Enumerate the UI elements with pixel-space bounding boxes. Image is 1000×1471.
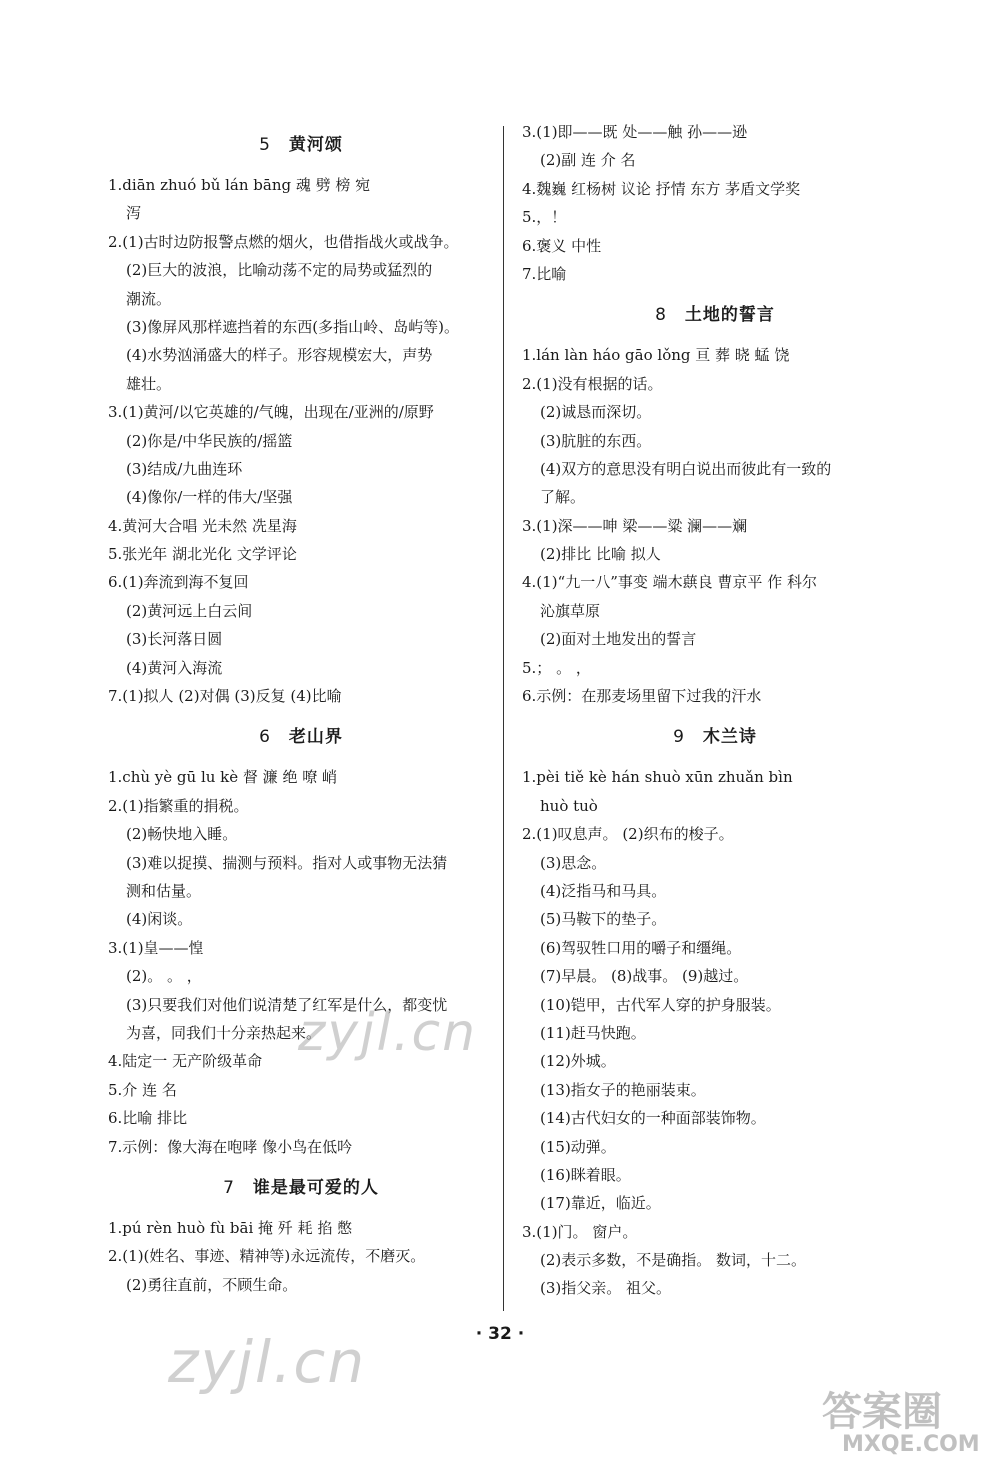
answer-line: huò tuò	[540, 796, 598, 815]
answer-line: 6.比喻 排比	[108, 1109, 188, 1128]
answer-line: 7.(1)拟人 (2)对偶 (3)反复 (4)比喻	[108, 687, 342, 706]
answer-line: (4)闲谈。	[126, 910, 193, 929]
answer-line: 3.(1)深——呻 梁——粱 澜——斓	[522, 516, 748, 535]
answer-line: (4)双方的意思没有明白说出而彼此有一致的	[540, 459, 832, 478]
answer-line: 1.pèi tiě kè hán shuò xūn zhuǎn bìn	[522, 768, 793, 787]
answer-line: (4)像你/一样的伟大/坚强	[126, 488, 293, 507]
answer-line: (13)指女子的艳丽装束。	[540, 1080, 706, 1099]
watermark-bottom: zyjl.cn	[168, 1328, 367, 1396]
answer-line: 4.黄河大合唱 光未然 冼星海	[108, 516, 297, 535]
answer-line: 4.魏巍 红杨树 议论 抒情 东方 茅盾文学奖	[522, 179, 801, 198]
answer-line: 5.张光年 湖北光化 文学评论	[108, 545, 297, 564]
section-number: 6	[259, 727, 271, 748]
answer-line: (2)排比 比喻 拟人	[540, 545, 661, 564]
answer-line: (4)黄河入海流	[126, 658, 223, 677]
answer-line: 3.(1)黄河/以它英雄的/气魄，出现在/亚洲的/原野	[108, 403, 434, 422]
answer-line: 4.陆定一 无产阶级革命	[108, 1052, 263, 1071]
watermark-logo-url: MXQE.COM	[842, 1432, 980, 1457]
answer-line: 6.褒义 中性	[522, 236, 602, 255]
answer-line: 3.(1)门。 窗户。	[522, 1222, 638, 1241]
section-number: 7	[223, 1177, 235, 1198]
answer-line: 7.示例：像大海在咆哮 像小鸟在低吟	[108, 1137, 353, 1156]
answer-line: (2)诚恳而深切。	[540, 403, 652, 422]
section-title-text: 老山界	[288, 727, 343, 748]
watermark-logo: 答案圈	[822, 1389, 942, 1435]
answer-line: (2)黄河远上白云间	[126, 601, 253, 620]
answer-line: (10)铠甲，古代军人穿的护身服装。	[540, 995, 781, 1014]
answer-line: 2.(1)(姓名、事迹、精神等)永远流传，不磨灭。	[108, 1247, 426, 1266]
answer-line: (2)畅快地入睡。	[126, 825, 238, 844]
page-number: · 32 ·	[475, 1324, 525, 1344]
section-number: 8	[655, 305, 667, 326]
answer-line: (16)眯着眼。	[540, 1165, 631, 1184]
answer-line: 潮流。	[126, 289, 172, 308]
right-column	[522, 118, 908, 1303]
answer-line: 了解。	[540, 488, 586, 507]
answer-line: 2.(1)古时边防报警点燃的烟火，也借指战火或战争。	[108, 232, 459, 251]
watermark-mid: zyjl.cn	[298, 1003, 478, 1063]
section-title-text: 黄河颂	[288, 135, 343, 155]
answer-line: 3.(1)即——既 处——触 孙——逊	[522, 123, 748, 141]
answer-line: (11)赶马快跑。	[540, 1023, 646, 1042]
answer-line: 沁旗草原	[540, 601, 601, 620]
answer-line: (6)驾驭牲口用的嚼子和缰绳。	[540, 938, 742, 957]
answer-line: (14)古代妇女的一种面部装饰物。	[540, 1109, 766, 1128]
answer-line: 2.(1)没有根据的话。	[522, 374, 663, 393]
answer-line: (17)靠近，临近。	[540, 1194, 661, 1213]
answer-line: (2)。 。 ，	[126, 967, 202, 986]
answer-line: 2.(1)指繁重的捐税。	[108, 796, 249, 815]
section-number: 5	[259, 135, 271, 155]
answer-line: (15)动弹。	[540, 1137, 616, 1156]
answer-line: 3.(1)皇——惶	[108, 938, 204, 957]
answer-line: 4.(1)“九一八”事变 端木蕻良 曹京平 作 科尔	[522, 573, 817, 592]
answer-line: 测和估量。	[126, 881, 202, 900]
answer-line: 6.(1)奔流到海不复回	[108, 573, 249, 592]
column-divider	[503, 126, 504, 1311]
answer-line: (12)外城。	[540, 1052, 616, 1071]
answer-line: 2.(1)叹息声。 (2)织布的梭子。	[522, 825, 734, 844]
answer-line: 1.pú rèn huò fù bāi 掩 歼 耗 掐 憋	[108, 1218, 353, 1237]
answer-line: 6.示例：在那麦场里留下过我的汗水	[522, 687, 762, 706]
answer-line: (3)结成/九曲连环	[126, 459, 243, 478]
answer-line: 7.比喻	[522, 264, 567, 283]
answer-line: (2)勇往直前，不顾生命。	[126, 1275, 298, 1294]
section-title-text: 谁是最可爱的人	[252, 1177, 379, 1198]
answer-line: (3)难以捉摸、揣测与预料。指对人或事物无法猜	[126, 853, 448, 872]
section-title	[108, 1170, 494, 1206]
answer-line: 泻	[126, 204, 142, 223]
answer-line: (3)指父亲。 祖父。	[540, 1279, 672, 1298]
answer-line: (3)像屏风那样遮挡着的东西(多指山岭、岛屿等)。	[126, 317, 459, 336]
answer-line: (3)只要我们对他们说清楚了红军是什么，都变忧	[126, 995, 448, 1014]
answer-line: 5.； 。 ，	[522, 658, 591, 677]
answer-line: (3)肮脏的东西。	[540, 431, 652, 450]
section-title-text: 土地的誓言	[684, 305, 775, 326]
answer-line: (4)水势汹涌盛大的样子。形容规模宏大，声势	[126, 346, 433, 365]
answer-line: 1.chù yè gū lu kè 督 濂 绝 嘹 峭	[108, 768, 337, 787]
answer-line: 雄壮。	[126, 374, 172, 393]
answer-line: (2)巨大的波浪，比喻动荡不定的局势或猛烈的	[126, 261, 433, 280]
answer-line: (4)泛指马和马具。	[540, 881, 667, 900]
answer-line: (7)早晨。 (8)战事。 (9)越过。	[540, 967, 749, 986]
answer-line: 1.diān zhuó bǔ lán bāng 魂 劈 榜 宛	[108, 176, 371, 194]
section-title	[108, 127, 494, 163]
answer-line: (2)你是/中华民族的/摇篮	[126, 431, 293, 450]
answer-line: 5.，！	[522, 208, 567, 227]
section-title	[522, 719, 908, 755]
answer-line: 1.lán làn háo gāo lǒng 亘 葬 晓 蜢 饶	[522, 346, 790, 365]
answer-line: (2)面对土地发出的誓言	[540, 630, 697, 649]
left-column	[108, 118, 494, 1299]
answer-line: (5)马鞍下的垫子。	[540, 910, 667, 929]
section-title	[108, 719, 494, 755]
answer-line: (3)思念。	[540, 853, 607, 872]
section-number: 9	[673, 727, 685, 748]
answer-line: (2)表示多数，不是确指。 数词，十二。	[540, 1251, 807, 1270]
answer-line: 5.介 连 名	[108, 1080, 177, 1099]
answer-line: 为喜，同我们十分亲热起来。	[126, 1023, 322, 1042]
answer-line: (3)长河落日圆	[126, 630, 223, 649]
section-title	[522, 297, 908, 333]
answer-line: (2)副 连 介 名	[540, 151, 636, 170]
section-title-text: 木兰诗	[702, 727, 757, 748]
